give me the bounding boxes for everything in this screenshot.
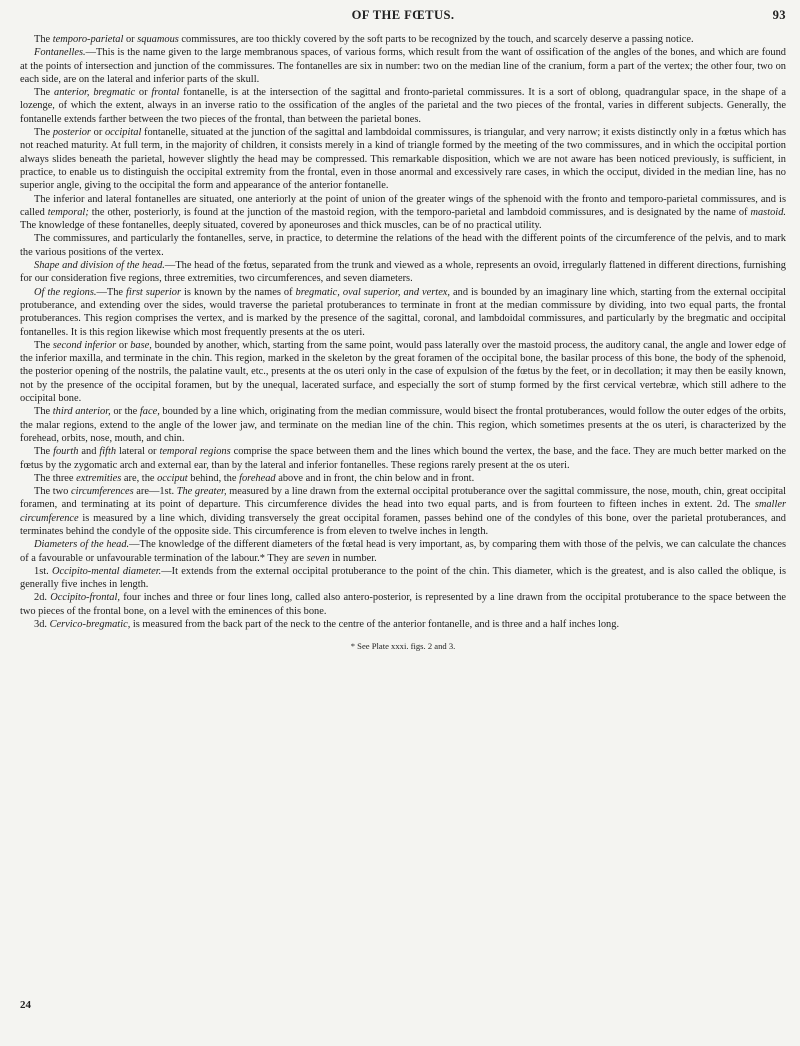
footnote: * See Plate xxxi. figs. 2 and 3. <box>350 641 456 652</box>
text-run: The <box>34 446 54 458</box>
italic-text: mastoid. <box>750 206 786 218</box>
text-run: or <box>135 87 152 99</box>
text-run: The inferior and lateral fontanelles are situated, one anteriorly at the point of union of the greater wings of the sphenoid with the fronto and temporo-parietal commissures, and is called <box>20 193 786 218</box>
paragraph <box>20 618 786 631</box>
running-header <box>20 6 786 24</box>
paragraph <box>20 565 786 592</box>
paragraph <box>20 259 786 286</box>
italic-text: occipital <box>104 127 142 139</box>
italic-text: Fontanelles. <box>34 47 86 59</box>
text-run: The three <box>34 472 77 484</box>
italic-text: extremities <box>76 472 122 484</box>
text-run: above and in front, the chin below and in front. <box>275 472 475 484</box>
paragraph <box>20 193 786 233</box>
text-run: behind, the <box>187 472 240 484</box>
text-run: or <box>90 127 105 139</box>
paragraph <box>20 405 786 445</box>
italic-text: face, <box>139 406 160 418</box>
text-run: lateral or <box>116 446 160 458</box>
text-run: —The knowledge of the different diameters of the fœtal head is very important, as, by comparing them with those of the pelvis, we can calculate the chances of a favourable or unfavourable termination of the labour.* They are <box>20 539 786 564</box>
text-run: is known by the names of <box>181 286 296 298</box>
paragraph <box>20 472 786 485</box>
text-run: 3d. <box>34 619 50 631</box>
italic-text: frontal <box>151 87 180 99</box>
running-title: OF THE FŒTUS. <box>351 8 455 22</box>
italic-text: anterior, bregmatic <box>54 87 136 99</box>
italic-text: temporo-parietal <box>52 34 124 45</box>
italic-text: posterior <box>52 127 91 139</box>
italic-text: Cervico-bregmatic, <box>49 619 131 631</box>
italic-text: base, <box>130 339 152 351</box>
text-run: measured by a line drawn from the external occipital protuberance over the sagittal commissure, the nose, mouth, chin, great occipital foramen, and terminating at its point of departure. This circumference divides the head into two equal parts, and is from fourteen to fifteen inches in extent. 2d. The <box>20 486 787 511</box>
italic-text: first superior <box>126 286 182 298</box>
paragraph <box>20 538 786 565</box>
paragraph <box>20 86 786 126</box>
text-run: bounded by another, which, starting from the same point, would pass laterally over the mastoid process, the auditory canal, the angle and lower edge of the inferior maxilla, and terminate in the chin. This region, marked in the skeleton by the great foramen of the occipital bone, the basilar process of this bone, the body of the sphenoid, the posterior opening of the nostrils, the palatine vault, etc., presents at the os uteri only in the case of expulsion of the fœtus by the feet, or in decollation; it may then be easily known, not by the presence of the occipital foramen, but by the unequal, lacerated surface, and especially the sort of stump formed by the first cervical vertebræ, which still adhere to the occipital bone. <box>20 339 786 405</box>
text-run: and is bounded by an imaginary line which, starting from the external occipital protuberance, and extending over the sides, would traverse the parietal protuberances to terminate in front at the median commissure by dividing, into two equal parts, the frontal protuberances. This region comprises the vertex, and is marked by the presence of the sagittal, coronal, and lambdoidal commissures, and particularly by the bregmatic and occipital fontanelles. It is this region likewise which most frequently presents at the os uteri. <box>20 286 786 338</box>
italic-text: Diameters of the head. <box>34 539 130 551</box>
text-run: or <box>123 34 138 45</box>
italic-text: Shape and division of the head. <box>34 260 165 272</box>
italic-text: squamous <box>137 34 179 45</box>
page-number: 93 <box>772 8 786 22</box>
italic-text: The greater, <box>176 486 227 498</box>
italic-text: Occipito-mental diameter. <box>52 565 162 577</box>
text-run: are—1st. <box>133 486 177 498</box>
text-run: The <box>34 339 53 351</box>
text-run: or <box>116 339 131 351</box>
text-run: The two <box>34 486 71 498</box>
text-run: fontanelle, is at the intersection of the sagittal and fronto-parietal commissures. It is a sort of oblong, quadrangular space, in the shape of a lozenge, of which the extent, always in an inverse ratio to the ossification of the angles of the parietal and the two pieces of the frontal, varies in different subjects. Generally, the fontanelle extends farther between the two pieces of the frontal, than between the parietal bones. <box>20 87 786 125</box>
text-run: The <box>34 127 53 139</box>
paragraph <box>20 232 786 259</box>
paragraph <box>20 591 786 618</box>
paragraph <box>20 46 786 86</box>
paragraph <box>20 286 786 339</box>
italic-text: fifth <box>99 446 117 458</box>
text-run: The <box>34 87 54 99</box>
italic-text: temporal regions <box>159 446 231 458</box>
text-run: in number. <box>329 552 377 564</box>
text-run: four inches and three or four lines long, called also antero-posterior, is represented by a line drawn from the occipital protuberance to the space between the two pieces of the frontal bone, on a level with the eminences of this bone. <box>20 592 786 617</box>
italic-text: seven <box>306 552 330 564</box>
text-run: fontanelle, situated at the junction of the sagittal and lambdoidal commissures, is triangular, and very narrow; it exists distinctly only in a fœtus which has not reached maturity. At full term, in the majority of children, it consists merely in a kind of triangle formed by the meeting of the two commissures, and in which the occipital portion always slides beneath the parietal, however slightly the head may be compressed. This remarkable disposition, which we are not aware has been noticed previously, is sufficient, in practice, to enable us to distinguish the occipital extremity from the frontal, even in those anormal and excessively rare cases, in which the occiput, divided in the median line, has no superior angle, giving to the occipital the form and appearance of the anterior fontanelle. <box>20 127 786 192</box>
text-run: commissures, are too thickly covered by the soft parts to be recognized by the touch, and scarcely deserve a passing notice. <box>178 34 694 45</box>
paragraph <box>20 339 786 405</box>
italic-text: Occipito-frontal, <box>50 592 120 604</box>
italic-text: fourth <box>53 446 79 458</box>
text-run: The commissures, and particularly the fontanelles, serve, in practice, to determine the relations of the head with the different points of the circumference of the pelvis, and to mark the various positions of the vertex. <box>20 233 786 258</box>
signature-mark: 24 <box>20 999 31 1011</box>
text-run: or the <box>110 406 140 418</box>
italic-text: Of the regions. <box>34 286 97 298</box>
body-text <box>20 33 786 631</box>
text-run: —The head of the fœtus, separated from the trunk and viewed as a whole, represents an ovoid, irregularly flattened in different directions, furnishing for our consideration five regions, three extremities, two circumferences, and seven diameters. <box>20 260 786 285</box>
italic-text: circumferences <box>70 486 134 498</box>
text-run: is measured by a line which, dividing transversely the great occipital foramen, passes behind one of the condyles of this bone, over the parietal protuberances, and terminates behind the condyle of the opposite side. This circumference is from eleven to twelve inches in length. <box>20 512 786 537</box>
text-run: bounded by a line which, originating from the median commissure, would bisect the frontal protuberances, would follow the outer edges of the orbits, the malar regions, extend to the angle of the lower jaw, and terminate on the median line of the chin. This region, which sometimes presents at the os uteri, is characterized by the forehead, orbits, nose, mouth, and chin. <box>20 406 786 444</box>
italic-text: forehead <box>239 472 276 484</box>
text-run: 1st. <box>34 565 53 577</box>
text-run: 2d. <box>34 592 51 604</box>
italic-text: third anterior, <box>52 406 111 418</box>
text-run: —It extends from the external occipital protuberance to the point of the chin. This diameter, which is the greatest, and is also called the oblique, is generally five inches in length. <box>20 565 787 591</box>
italic-text: occiput <box>157 472 188 484</box>
paragraph <box>20 126 786 192</box>
text-run: The <box>34 406 53 418</box>
paragraph <box>20 485 786 538</box>
paragraph <box>20 445 786 472</box>
text-run: The knowledge of these fontanelles, deeply situated, covered by aponeuroses and thick muscles, can be of no practical utility. <box>20 220 542 232</box>
text-run: —The <box>96 286 127 298</box>
text-run: is measured from the back part of the neck to the centre of the anterior fontanelle, and is three and a half inches long. <box>130 619 620 631</box>
italic-text: smaller circumference <box>20 499 786 524</box>
text-run: are, the <box>121 472 158 484</box>
text-run: and <box>78 446 100 458</box>
paragraph <box>20 33 786 46</box>
italic-text: temporal; <box>47 206 89 218</box>
text-run: The <box>34 34 53 45</box>
italic-text: bregmatic, oval superior, and vertex, <box>295 286 451 298</box>
text-run: the other, posteriorly, is found at the junction of the mastoid region, with the temporo-parietal and lambdoid commissures, and is designated by the name of <box>88 206 751 218</box>
text-run: comprise the space between them and the lines which bound the vertex, the base, and the face. They are much better marked on the fœtus by the zygomatic arch and external ear, than by the lateral and inferior fontanelles. These regions rarely present at the os uteri. <box>20 446 786 471</box>
italic-text: second inferior <box>52 339 117 351</box>
text-run: —This is the name given to the large membranous spaces, of various forms, which result from the want of ossification of the angles of the bones, and which are found at the points of intersection and junction of the commissures. The fontanelles are six in number: two on the median line of the cranium, form a part of the vertex; the other four, two on each side, are on the lateral and inferior parts of the skull. <box>20 47 786 85</box>
